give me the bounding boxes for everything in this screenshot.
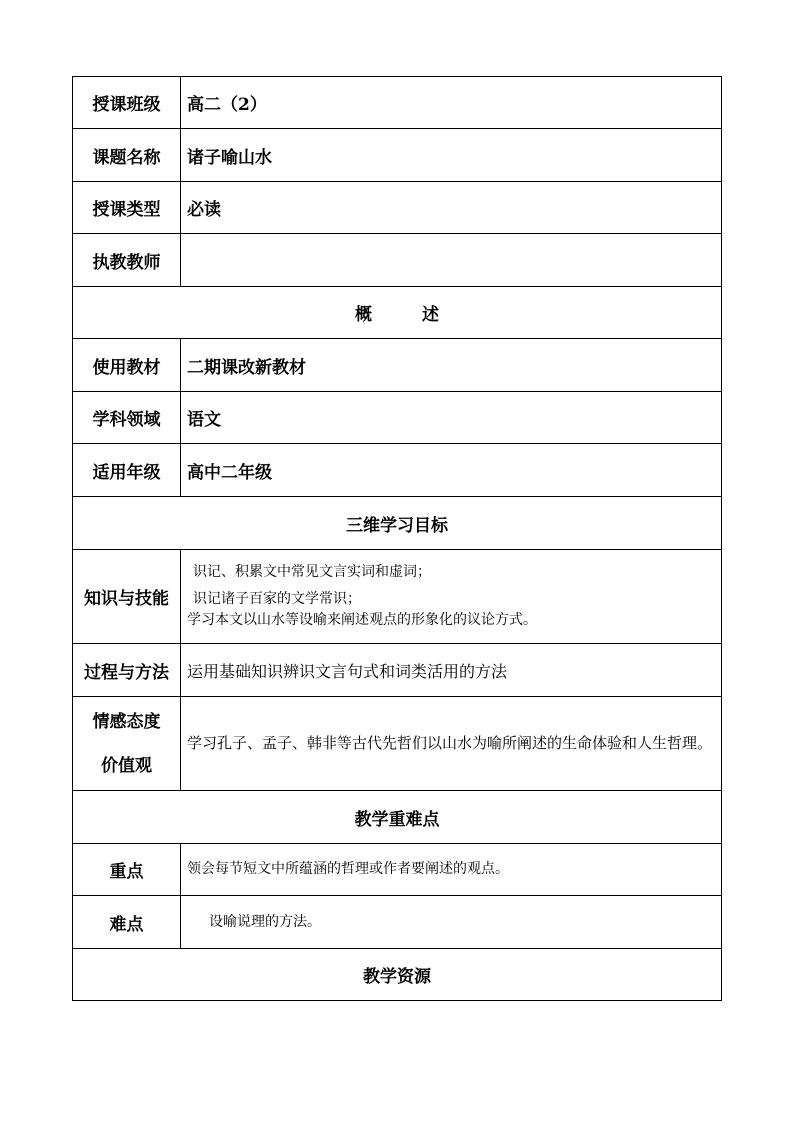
row-knowledge <box>73 550 722 644</box>
row-resources-heading <box>73 949 722 1001</box>
label-process: 过程与方法 <box>73 644 181 697</box>
label-knowledge: 知识与技能 <box>73 550 181 644</box>
lesson-plan-table <box>72 76 722 1001</box>
difficulty-heading: 教学重难点 <box>73 791 722 844</box>
label-teacher: 执教教师 <box>73 234 181 287</box>
knowledge-line-2: 识记诸子百家的文学常识； <box>193 591 361 607</box>
value-key-point: 领会每节短文中所蕴涵的哲理或作者要阐述的观点。 <box>181 844 722 896</box>
label-grade: 适用年级 <box>73 444 181 497</box>
label-key-point: 重点 <box>73 844 181 896</box>
value-difficult-point <box>181 896 722 949</box>
row-topic <box>73 129 722 182</box>
label-emotion-line-2: 价值观 <box>101 755 152 776</box>
value-process: 运用基础知识辨识文言句式和词类活用的方法 <box>181 644 722 697</box>
row-teacher <box>73 234 722 287</box>
label-class: 授课班级 <box>73 77 181 129</box>
label-topic: 课题名称 <box>73 129 181 182</box>
value-teacher <box>181 234 722 287</box>
overview-heading-text: 概 述 <box>355 305 461 325</box>
row-emotion <box>73 697 722 791</box>
row-goals-heading <box>73 497 722 550</box>
row-difficult-point <box>73 896 722 949</box>
goals-heading: 三维学习目标 <box>73 497 722 550</box>
difficult-point-text: 设喻说理的方法。 <box>209 913 321 930</box>
row-difficulty-heading <box>73 791 722 844</box>
label-type: 授课类型 <box>73 182 181 234</box>
row-class <box>73 77 722 129</box>
overview-heading <box>73 287 722 339</box>
value-emotion: 学习孔子、孟子、韩非等古代先哲们以山水为喻所阐述的生命体验和人生哲理。 <box>181 697 722 791</box>
value-topic: 诸子喻山水 <box>181 129 722 182</box>
knowledge-line-3: 学习本文以山水等设喻来阐述观点的形象化的议论方式。 <box>187 612 537 628</box>
knowledge-content <box>181 550 722 644</box>
value-subject: 语文 <box>181 392 722 444</box>
label-textbook: 使用教材 <box>73 339 181 392</box>
value-class: 高二（2） <box>181 77 722 129</box>
label-subject: 学科领域 <box>73 392 181 444</box>
row-type <box>73 182 722 234</box>
row-subject <box>73 392 722 444</box>
value-grade: 高中二年级 <box>181 444 722 497</box>
row-overview-heading <box>73 287 722 339</box>
label-emotion-line-1: 情感态度 <box>92 711 161 732</box>
knowledge-line-1: 识记、积累文中常见文言实词和虚词； <box>193 564 431 580</box>
row-process <box>73 644 722 697</box>
label-difficult-point: 难点 <box>73 896 181 949</box>
row-key-point <box>73 844 722 896</box>
row-grade <box>73 444 722 497</box>
resources-heading: 教学资源 <box>73 949 722 1001</box>
row-textbook <box>73 339 722 392</box>
value-textbook: 二期课改新教材 <box>181 339 722 392</box>
label-emotion <box>73 697 181 791</box>
value-type: 必读 <box>181 182 722 234</box>
